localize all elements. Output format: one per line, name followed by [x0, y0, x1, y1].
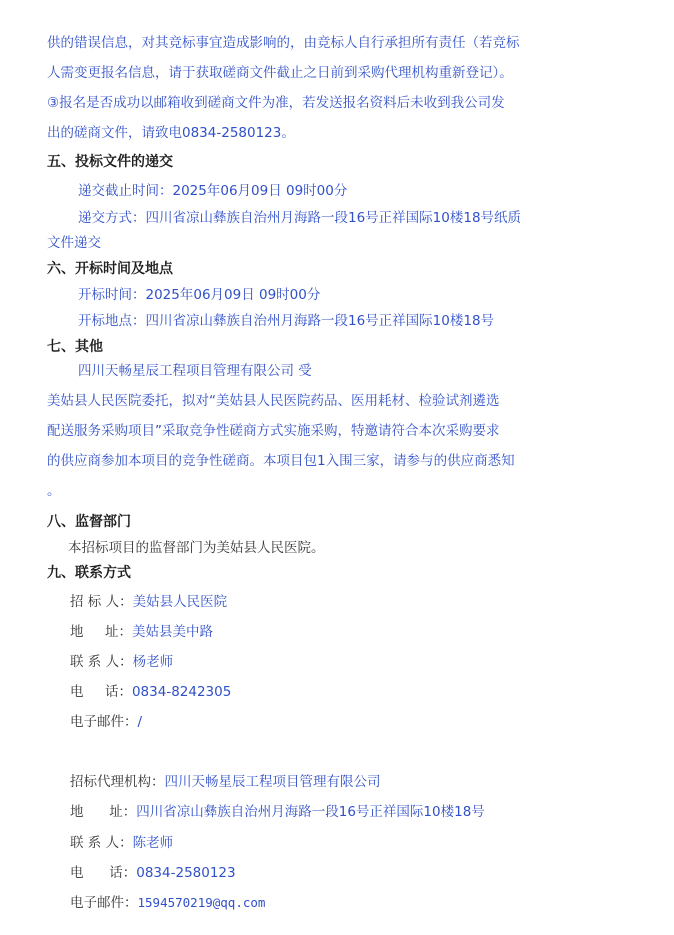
agency-phone-label: 电 话：: [70, 865, 137, 881]
purchaser-email-row: [70, 713, 142, 731]
purchaser-phone-row: [70, 683, 231, 701]
purchaser-contact-row: [70, 653, 173, 671]
opening-place-label: 开标地点：: [78, 313, 146, 329]
intro-line-4: 出的磋商文件，请致电0834-2580123。: [47, 125, 295, 141]
opening-place: [78, 312, 494, 330]
agency-email-label: 电子邮件：: [70, 895, 138, 911]
purchaser-email-value: /: [137, 714, 143, 730]
submission-deadline-label: 递交截止时间：: [78, 183, 173, 199]
section-8-heading: 八、监督部门: [47, 514, 131, 530]
agency-name-row: [70, 773, 381, 791]
purchaser-phone-value: 0834-8242305: [131, 684, 232, 700]
submission-method-continued: 文件递交: [47, 235, 101, 251]
intro-line-3: ③报名是否成功以邮箱收到磋商文件为准，若发送报名资料后未收到我公司发: [47, 95, 505, 111]
purchaser-address-row: [70, 623, 213, 641]
section-9-heading: 九、联系方式: [47, 565, 131, 581]
purchaser-address-value: 美姑县美中路: [131, 624, 213, 640]
agency-address-row: [70, 803, 485, 821]
submission-method: [78, 209, 521, 227]
intro-line-2: 人需变更报名信息，请于获取磋商文件截止之日前到采购代理机构重新登记）。: [47, 65, 513, 81]
agency-email-row: [70, 894, 265, 912]
submission-method-label: 递交方式：: [78, 210, 146, 226]
submission-deadline-value: 2025年06月09日 09时00分: [172, 183, 348, 199]
other-line-2: 美姑县人民医院委托，拟对“美姑县人民医院药品、医用耗材、检验试剂遴选: [47, 393, 500, 409]
purchaser-name-label: 招 标 人：: [70, 594, 133, 610]
agency-address-label: 地 址：: [70, 804, 137, 820]
purchaser-phone-label: 电 话：: [70, 684, 132, 700]
agency-phone-row: [70, 864, 236, 882]
opening-time: [78, 286, 320, 304]
intro-line-1: 供的错误信息，对其竞标事宜造成影响的，由竞标人自行承担所有责任（若竞标: [47, 35, 520, 51]
opening-time-value: 2025年06月09日 09时00分: [145, 287, 321, 303]
other-line-5: 。: [47, 483, 61, 499]
other-line-3: 配送服务采购项目”采取竞争性磋商方式实施采购，特邀请符合本次采购要求: [47, 423, 500, 439]
agency-address-value: 四川省凉山彝族自治州月海路一段16号正祥国际10楼18号: [136, 804, 485, 820]
supervision-text: 本招标项目的监督部门为美姑县人民医院。: [68, 540, 325, 556]
purchaser-address-label: 地 址：: [70, 624, 132, 640]
agency-contact-row: [70, 834, 173, 852]
section-7-heading: 七、其他: [47, 339, 103, 355]
purchaser-email-label: 电子邮件：: [70, 714, 138, 730]
purchaser-name-row: [70, 593, 227, 611]
purchaser-contact-value: 杨老师: [132, 654, 174, 670]
opening-time-label: 开标时间：: [78, 287, 146, 303]
other-line-4: 的供应商参加本项目的竞争性磋商。本项目包1入围三家，请参与的供应商悉知: [47, 453, 515, 469]
section-6-heading: 六、开标时间及地点: [47, 261, 173, 277]
section-5-heading: 五、投标文件的递交: [47, 154, 173, 170]
purchaser-contact-label: 联 系 人：: [70, 654, 133, 670]
agency-name-label: 招标代理机构：: [70, 774, 165, 790]
other-line-1: 四川天畅星辰工程项目管理有限公司 受: [78, 363, 312, 379]
agency-phone-value: 0834-2580123: [136, 865, 236, 881]
agency-email-value: 1594570219@qq.com: [137, 895, 266, 910]
agency-contact-value: 陈老师: [132, 835, 174, 851]
submission-method-value: 四川省凉山彝族自治州月海路一段16号正祥国际10楼18号纸质: [145, 210, 522, 226]
opening-place-value: 四川省凉山彝族自治州月海路一段16号正祥国际10楼18号: [145, 313, 495, 329]
agency-contact-label: 联 系 人：: [70, 835, 133, 851]
submission-deadline: [78, 182, 347, 200]
purchaser-name-value: 美姑县人民医院: [132, 594, 228, 610]
agency-name-value: 四川天畅星辰工程项目管理有限公司: [164, 774, 381, 790]
